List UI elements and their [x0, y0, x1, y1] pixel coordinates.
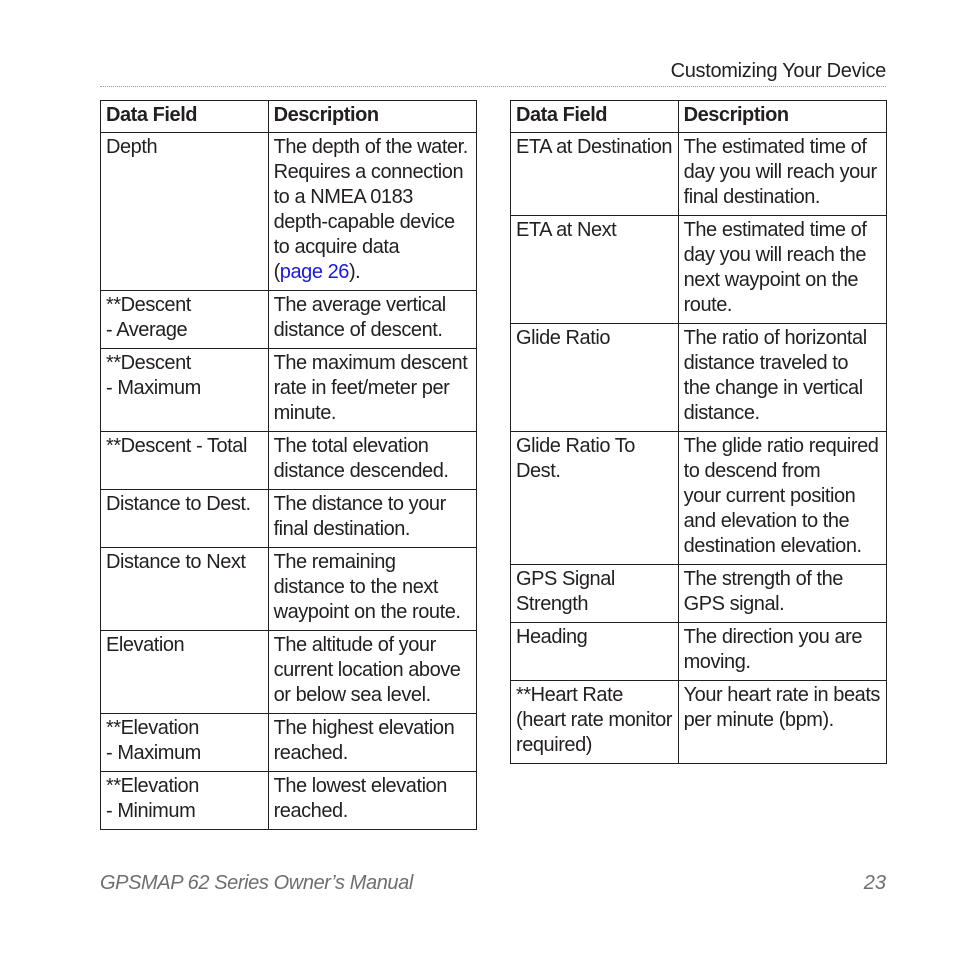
- field-name: ETA at Next: [516, 219, 617, 241]
- footer-page-number: 23: [863, 872, 886, 894]
- column-header-data-field: Data Field: [511, 101, 679, 133]
- table-row: [511, 681, 887, 764]
- column-header-data-field: Data Field: [101, 101, 269, 133]
- description-cell: [678, 565, 886, 623]
- field-name-cell: [101, 432, 269, 490]
- field-name-cell: [511, 133, 679, 216]
- description: [274, 135, 471, 285]
- table-row: [101, 631, 477, 714]
- field-name: **Elevation - Maximum: [106, 717, 201, 764]
- table-row: [101, 490, 477, 548]
- table-row: [101, 714, 477, 772]
- page-link[interactable]: page 26: [279, 261, 349, 283]
- description: The glide ratio required to descend from your current position and elevation to the destination elevation.: [683, 435, 879, 557]
- table-row: [511, 565, 887, 623]
- description-cell: [268, 291, 476, 349]
- description: The lowest elevation reached.: [273, 775, 447, 822]
- table-row: [101, 291, 477, 349]
- table-row: [101, 432, 477, 490]
- table-row: [101, 548, 477, 631]
- table-row: [511, 324, 887, 432]
- data-fields-table-right: [510, 100, 887, 764]
- description-text: The depth of the water. Requires a connection to a NMEA 0183 depth-capable device to acquire data (: [273, 136, 468, 283]
- field-name-cell: [511, 432, 679, 565]
- description-cell: [268, 548, 476, 631]
- description: The distance to your final destination.: [273, 493, 446, 540]
- field-name-cell: [101, 490, 269, 548]
- table-row: [511, 623, 887, 681]
- description-cell: [268, 714, 476, 772]
- description: The average vertical distance of descent.: [273, 294, 446, 341]
- table-row: [101, 349, 477, 432]
- description-cell: [678, 324, 886, 432]
- description: The estimated time of day you will reach your final destination.: [683, 136, 877, 208]
- field-name-cell: [511, 565, 679, 623]
- field-name: Distance to Next: [106, 551, 246, 573]
- description: The estimated time of day you will reach the next waypoint on the route.: [683, 219, 867, 316]
- field-name: Depth: [106, 136, 158, 158]
- field-name: Distance to Dest.: [106, 493, 251, 515]
- table-row: [511, 216, 887, 324]
- field-name-cell: [101, 772, 269, 830]
- description-cell: [678, 681, 886, 764]
- table-header-row: [101, 101, 477, 133]
- column-header-description: Description: [678, 101, 886, 133]
- field-name-cell: [511, 681, 679, 764]
- field-name: Glide Ratio To Dest.: [516, 435, 635, 482]
- field-name: **Heart Rate (heart rate monitor required): [516, 684, 672, 756]
- field-name: **Descent - Total: [106, 435, 247, 457]
- field-name-cell: [101, 349, 269, 432]
- description-cell: [268, 432, 476, 490]
- description-cell: [268, 490, 476, 548]
- description-cell: [268, 631, 476, 714]
- field-name-cell: [101, 548, 269, 631]
- field-name-cell: [511, 623, 679, 681]
- description-cell: [268, 133, 476, 291]
- description-cell: [678, 432, 886, 565]
- field-name-cell: [101, 291, 269, 349]
- description: The remaining distance to the next waypoint on the route.: [273, 551, 461, 623]
- description-cell: [268, 349, 476, 432]
- section-title: Customizing Your Device: [670, 60, 886, 82]
- field-name: **Elevation - Minimum: [106, 775, 199, 822]
- header-divider: [100, 86, 886, 87]
- description: The strength of the GPS signal.: [683, 568, 843, 615]
- field-name-cell: [511, 324, 679, 432]
- description: The maximum descent rate in feet/meter per minute.: [273, 352, 468, 424]
- footer-manual-title: GPSMAP 62 Series Owner’s Manual: [100, 872, 413, 894]
- description-cell: [678, 216, 886, 324]
- description: The direction you are moving.: [683, 626, 863, 673]
- description: The altitude of your current location above or below sea level.: [273, 634, 461, 706]
- description: The highest elevation reached.: [273, 717, 455, 764]
- field-name: **Descent - Average: [106, 294, 191, 341]
- field-name: GPS Signal Strength: [516, 568, 615, 615]
- table-header-row: [511, 101, 887, 133]
- description-cell: [678, 133, 886, 216]
- field-name-cell: [101, 133, 269, 291]
- table-row: [511, 432, 887, 565]
- table-row: [511, 133, 887, 216]
- field-name-cell: [511, 216, 679, 324]
- field-name: ETA at Destination: [516, 136, 673, 158]
- field-name-cell: [101, 631, 269, 714]
- table-row: [101, 133, 477, 291]
- description-cell: [678, 623, 886, 681]
- description: The total elevation distance descended.: [273, 435, 449, 482]
- description: The ratio of horizontal distance traveled to the change in vertical distance.: [683, 327, 867, 424]
- description: Your heart rate in beats per minute (bpm).: [683, 684, 880, 731]
- column-header-description: Description: [268, 101, 476, 133]
- field-name: Elevation: [106, 634, 185, 656]
- table-row: [101, 772, 477, 830]
- field-name: Heading: [516, 626, 588, 648]
- field-name: **Descent - Maximum: [106, 352, 201, 399]
- data-fields-table-left: [100, 100, 477, 830]
- field-name-cell: [101, 714, 269, 772]
- description-text-end: ).: [348, 261, 361, 283]
- description-cell: [268, 772, 476, 830]
- field-name: Glide Ratio: [516, 327, 610, 349]
